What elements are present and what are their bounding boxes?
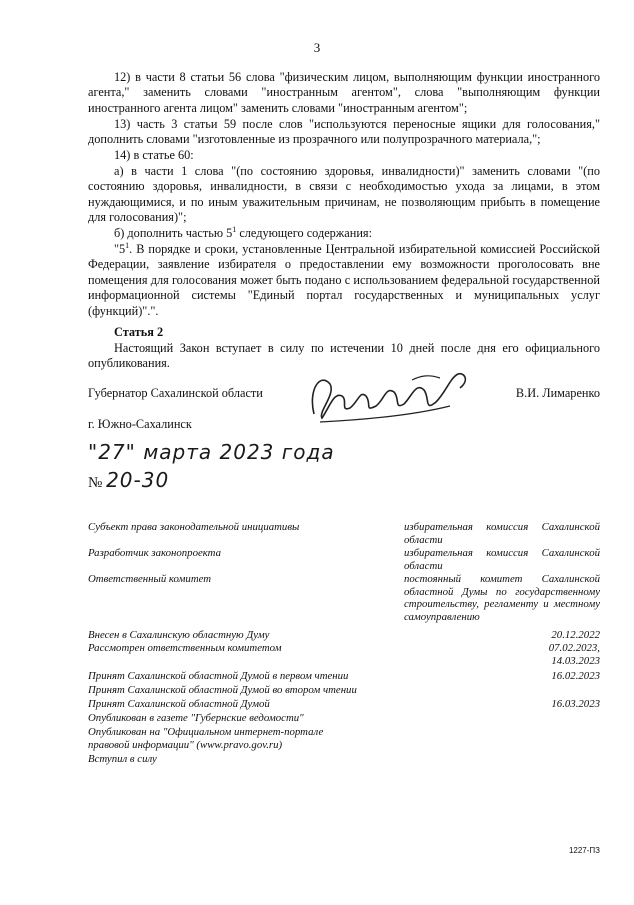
number-sign: № [88, 475, 103, 491]
published-portal-label: Опубликован на "Официальном интернет-портале правовой информации" (www.pravo.gov.ru) [88, 726, 324, 751]
paragraph-14b-tail: следующего содержания: [236, 226, 372, 240]
first-reading-date: 16.02.2023 [551, 670, 600, 682]
city: г. Южно-Сахалинск [88, 417, 192, 431]
page-number: 3 [313, 40, 321, 55]
introduced-label: Внесен в Сахалинскую областную Думу [88, 629, 270, 641]
paragraph-5-1-text: . В порядке и сроки, установленные Центральной избирательной комиссией Российской Федерации, заявление избирателя о предоставлении ему возможности проголосовать вне помещения для голосования может быть подано с использованием федеральной государственной информационной системы "Единый портал государственных и муниципальных услуг (функций)".". [88, 242, 600, 318]
in-force-label: Вступил в силу [88, 753, 157, 765]
subject-label: Субъект права законодательной инициативы [88, 521, 300, 533]
published-gazette-label: Опубликован в газете "Губернские ведомости" [88, 712, 304, 724]
document-code: 1227-ПЗ [568, 846, 600, 855]
paragraph-14: 14) в статье 60: [114, 148, 194, 162]
first-reading-label: Принят Сахалинской областной Думой в первом чтении [88, 670, 349, 682]
subject-value: избирательная комиссия Сахалинской области [404, 521, 600, 546]
paragraph-5-1-superscript: 1 [125, 240, 130, 250]
handwritten-number: 20-30 [106, 468, 170, 492]
paragraph-5-1 [88, 242, 600, 319]
paragraph-5-1-prefix: "5 [114, 242, 126, 256]
handwritten-date: "27" марта 2023 года [88, 440, 335, 464]
governor-title: Губернатор Сахалинской области [88, 386, 263, 400]
paragraph-14b-text: б) дополнить частью 5 [114, 226, 233, 240]
law-number [88, 468, 169, 492]
paragraph-14a: а) в части 1 слова "(по состоянию здоровья, инвалидности)" заменить словами "(по состоянию здоровья, инвалидности, в связи с необходимостью ухода за лицами, в этом нуждающимися, и по иным уважительным причинам, не позволяющим прибыть в помещение для голосования)"; [88, 164, 600, 225]
adopted-date: 16.03.2023 [551, 698, 600, 710]
article-2-text: Настоящий Закон вступает в силу по истечении 10 дней после дня его официального опубликования. [88, 341, 600, 371]
governor-signature [300, 362, 480, 430]
reviewed-date-2: 14.03.2023 [551, 655, 600, 667]
developer-value: избирательная комиссия Сахалинской области [404, 547, 600, 572]
adopted-label: Принят Сахалинской областной Думой [88, 698, 270, 710]
committee-value: постоянный комитет Сахалинской областной Думы по государственному строительству, регламенту и местному самоуправлению [404, 573, 600, 623]
paragraph-14b-superscript: 1 [232, 224, 237, 234]
second-reading-label: Принят Сахалинской областной Думой во втором чтении [88, 684, 357, 696]
developer-label: Разработчик законопроекта [88, 547, 221, 559]
reviewed-label: Рассмотрен ответственным комитетом [88, 642, 282, 654]
paragraph-12: 12) в части 8 статьи 56 слова "физическим лицом, выполняющим функции иностранного агента," заменить словами "иностранным агентом", слова "выполняющим функции иностранного агента лицом" заменить словами "иностранным агентом"; [88, 70, 600, 115]
paragraph-13: 13) часть 3 статьи 59 после слов "используются переносные ящики для голосования," дополнить словами "изготовленные из прозрачного или полупрозрачного материала,"; [88, 117, 600, 147]
governor-name: В.И. Лимаренко [515, 386, 600, 400]
paragraph-14b [88, 226, 600, 241]
introduced-date: 20.12.2022 [551, 629, 600, 641]
committee-label: Ответственный комитет [88, 573, 212, 585]
article-2-title: Статья 2 [114, 325, 164, 339]
reviewed-date-1: 07.02.2023, [548, 642, 600, 654]
